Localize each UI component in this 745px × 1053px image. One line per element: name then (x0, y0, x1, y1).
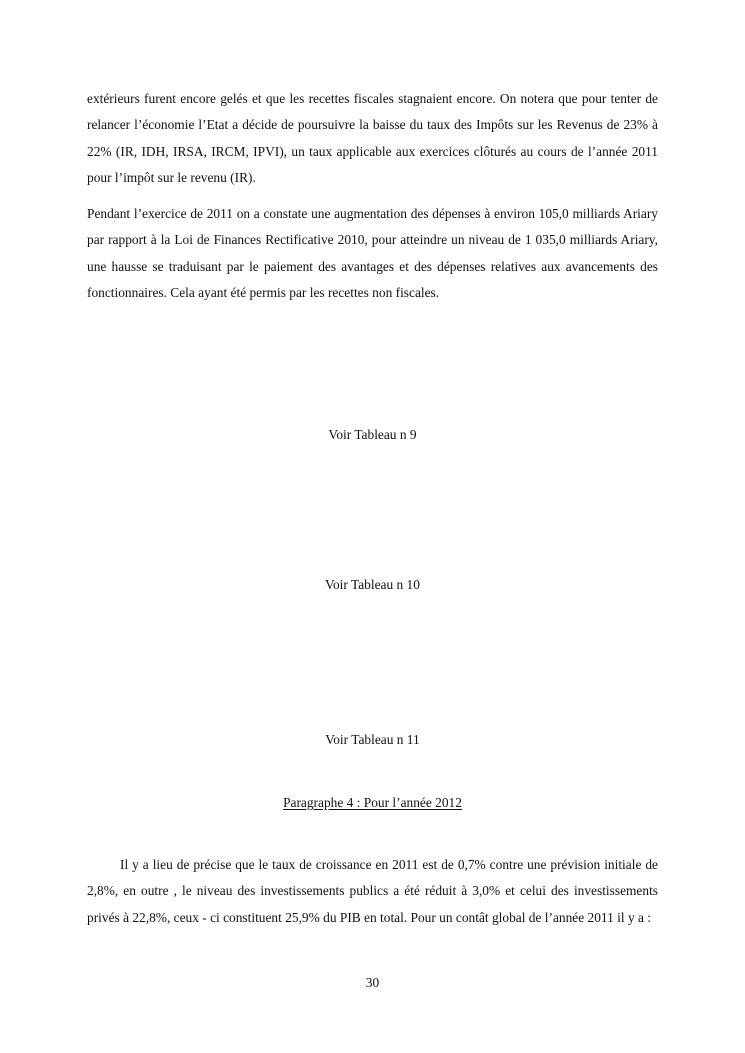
section-heading-text: Paragraphe 4 : Pour l’année 2012 (283, 795, 462, 810)
paragraph-fiscal-measures: extérieurs furent encore gelés et que les recettes fiscales stagnaient encore. On notera que pour tenter de relancer l’économie l’Etat a décide de poursuivre la baisse du taux des Impôts sur les Revenus de 23% à 22% (IR, IDH, IRSA, IRCM, IPVI), un taux applicable aux exercices clôturés au cours de l’année 2011 pour l’impôt sur le revenu (IR). (87, 91, 658, 186)
section-heading (0, 793, 745, 813)
table-reference-10: Voir Tableau n 10 (325, 577, 420, 592)
paragraph-growth-rate: Il y a lieu de précise que le taux de croissance en 2011 est de 0,7% contre une prévision initiale de 2,8%, en outre , le niveau des investissements publics a été réduit à 3,0% et celui des investissements privés à 22,8%, ceux - ci constituent 25,9% du PIB en total. Pour un contât global de l’année 2011 il y a : (87, 857, 658, 925)
table-reference-9: Voir Tableau n 9 (328, 427, 417, 442)
table-reference-11: Voir Tableau n 11 (325, 732, 420, 747)
page-number: 30 (365, 975, 380, 990)
paragraph-expenditures-2011: Pendant l’exercice de 2011 on a constate une augmentation des dépenses à environ 105,0 milliards Ariary par rapport à la Loi de Finances Rectificative 2010, pour atteindre un niveau de 1 035,0 milliards Ariary, une hausse se traduisant par le paiement des avantages et des dépenses relatives aux avancements des fonctionnaires. Cela ayant été permis par les recettes non fiscales. (87, 206, 658, 301)
